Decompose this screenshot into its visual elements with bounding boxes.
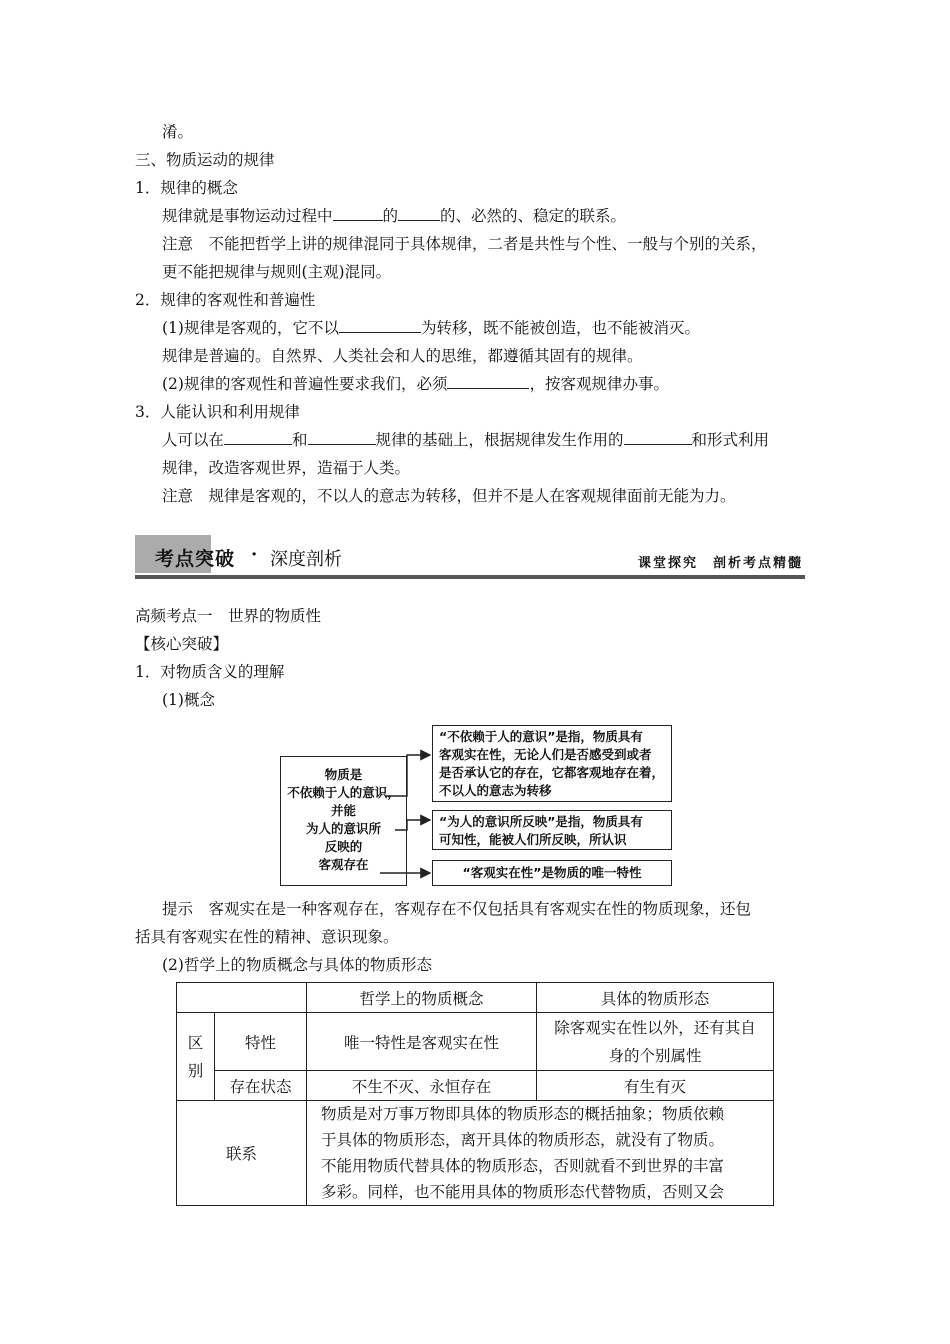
row-label: 联系 <box>177 1101 307 1206</box>
column-header: 哲学上的物质概念 <box>307 983 537 1013</box>
row-label: 存在状态 <box>215 1071 307 1101</box>
table-row <box>177 1071 774 1101</box>
text-segment: 和形式利用 <box>691 431 770 449</box>
table-cell: 不生不灭、永恒存在 <box>307 1071 537 1101</box>
text-line: 更不能把规律与规则(主观)混同。 <box>162 263 392 281</box>
definition-line: 不依赖于人的意识， <box>287 785 400 800</box>
cell-line: 多彩。同样，也不能用具体的物质形态代替物质，否则又会 <box>321 1183 725 1201</box>
column-header: 具体的物质形态 <box>537 983 774 1013</box>
table-row <box>177 1013 774 1071</box>
note-line: 注意 不能把哲学上讲的规律混同于具体规律，二者是共性与个性、一般与个别的关系， <box>162 235 767 253</box>
text-segment: 和 <box>292 431 308 449</box>
table-cell <box>307 1101 774 1206</box>
group-label-cell <box>177 1013 215 1101</box>
banner-title: 考点突破 <box>155 548 236 570</box>
cell-line: 除客观实在性以外，还有其自 <box>554 1018 756 1037</box>
banner-subtitle: 深度剖析 <box>270 549 342 570</box>
explanation-line: 是否承认它的存在，它都客观地存在着， <box>439 765 665 780</box>
table-corner-cell <box>177 983 307 1013</box>
banner-tagline: 课堂探究 剖析考点精髓 <box>637 556 803 571</box>
text-segment: 的 <box>382 207 399 225</box>
text-line: 规律是普遍的。自然界、人类社会和人的思维，都遵循其固有的规律。 <box>162 347 643 365</box>
note-line: 注意 规律是客观的，不以人的意志为转移，但并不是人在客观规律面前无能为力。 <box>162 487 736 505</box>
explanation-box-2 <box>432 810 672 850</box>
group-label: 区别 <box>187 1033 204 1080</box>
text-line: 淆。 <box>162 123 194 141</box>
text-segment: 人可以在 <box>162 431 225 449</box>
definition-line: 反映的 <box>324 839 363 854</box>
explanation-line: “不依赖于人的意识”是指，物质具有 <box>439 729 643 744</box>
table-cell <box>537 1013 774 1071</box>
definition-line: 物质是 <box>324 767 363 782</box>
section-heading: 三、物质运动的规律 <box>135 151 275 169</box>
cell-line: 物质是对万事万物即具体的物质形态的概括抽象；物质依赖 <box>321 1105 725 1123</box>
definition-line: 为人的意识所 <box>305 821 381 836</box>
text-segment: 规律就是事物运动过程中 <box>162 207 333 225</box>
cell-line: 不能用物质代替具体的物质形态，否则就看不到世界的丰富 <box>321 1157 725 1175</box>
definition-line: 并能 <box>330 803 356 818</box>
table-row <box>177 1101 774 1206</box>
explanation-line: 可知性，能被人们所反映，所认识 <box>439 832 627 847</box>
numbered-heading: 3．人能认识和利用规律 <box>135 403 300 421</box>
explanation-box-3: “客观实在性”是物质的唯一特性 <box>432 860 672 886</box>
numbered-heading: 1．对物质含义的理解 <box>135 663 285 681</box>
table-cell: 有生有灭 <box>537 1071 774 1101</box>
core-label: 【核心突破】 <box>135 635 229 653</box>
hint-line: 括具有客观实在性的精神、意识现象。 <box>135 928 399 946</box>
text-line: 规律，改造客观世界，造福于人类。 <box>162 459 411 477</box>
topic-heading: 高频考点一 世界的物质性 <box>135 607 322 625</box>
explanation-box-1 <box>432 725 672 802</box>
text-segment: (1)规律是客观的，它不以 <box>162 319 339 337</box>
cell-line: 于具体的物质形态，离开具体的物质形态，就没有了物质。 <box>321 1131 725 1149</box>
text-segment: (2)规律的客观性和普遍性要求我们，必须 <box>162 375 448 393</box>
table-header-row <box>177 983 774 1013</box>
definition-line: 客观存在 <box>318 857 369 872</box>
sub-heading: (1)概念 <box>162 691 215 709</box>
table-cell: 唯一特性是客观实在性 <box>307 1013 537 1071</box>
numbered-heading: 1．规律的概念 <box>135 179 238 197</box>
hint-line: 提示 客观实在是一种客观存在，客观存在不仅包括具有客观实在性的物质现象，还包 <box>162 900 752 918</box>
numbered-heading: 2．规律的客观性和普遍性 <box>135 291 316 309</box>
explanation-line: 不以人的意志为转移 <box>439 783 552 798</box>
sub-heading: (2)哲学上的物质概念与具体的物质形态 <box>162 956 432 974</box>
banner-dot: · <box>251 544 258 565</box>
cell-line: 身的个别属性 <box>608 1046 702 1065</box>
explanation-line: 客观实在性，无论人们是否感受到或者 <box>439 747 652 762</box>
row-label: 特性 <box>215 1013 307 1071</box>
comparison-table <box>176 982 774 1206</box>
matter-definition-box <box>280 756 407 886</box>
explanation-line: “为人的意识所反映”是指，物质具有 <box>439 814 643 829</box>
text-segment: 的、必然的、稳定的联系。 <box>440 207 627 225</box>
text-segment: 为转移，既不能被创造，也不能被消灭。 <box>420 319 700 337</box>
text-segment: ，按客观规律办事。 <box>529 375 669 393</box>
text-segment: 规律的基础上，根据规律发生作用的 <box>375 431 624 449</box>
